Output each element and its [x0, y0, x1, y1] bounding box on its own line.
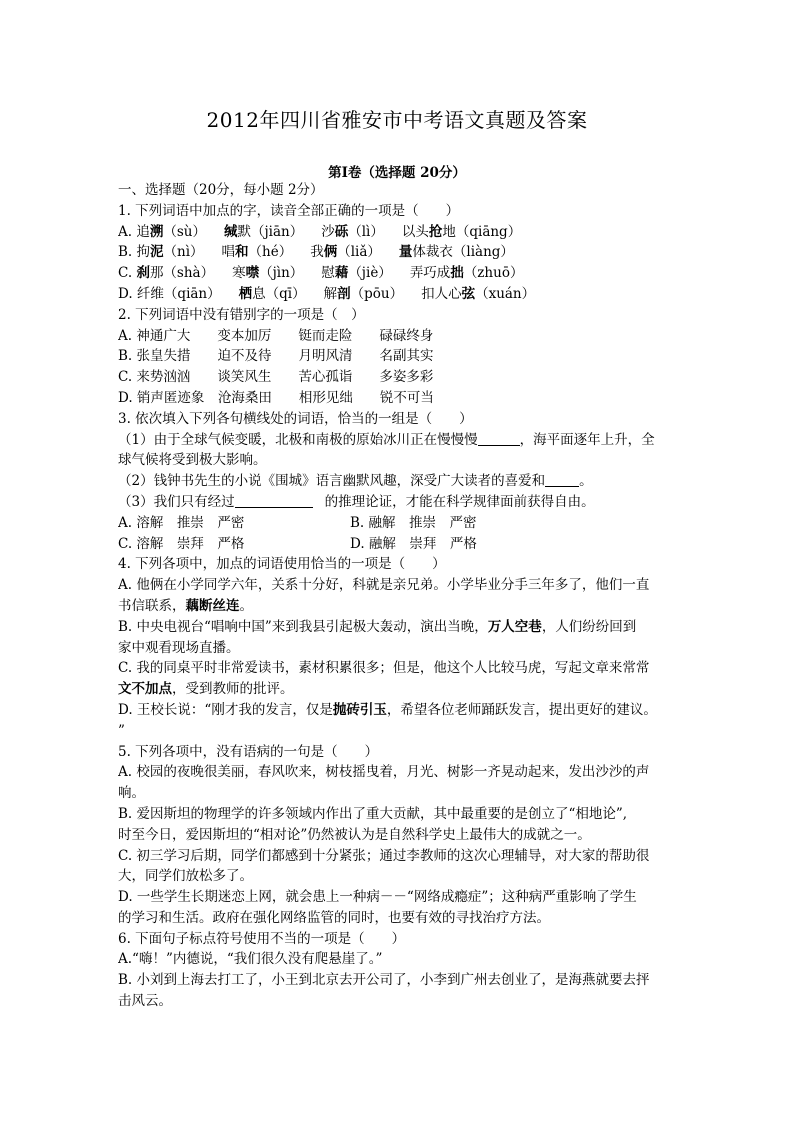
text: （lì）	[348, 223, 384, 240]
text: （liǎ）	[337, 244, 381, 261]
question-5-stem: 5. 下列各项中，没有语病的一句是（ ）	[118, 743, 379, 760]
text: 。	[239, 597, 253, 614]
text: 以头	[401, 223, 429, 240]
text: 解	[323, 285, 338, 302]
question-6-option-b: B. 小刘到上海去打工了，小王到北京去开公司了，小李到广州去创业了，是海燕就要去抨	[118, 972, 650, 989]
dotted-char: 和	[235, 244, 249, 261]
question-4-option-b-cont: 家中观看现场直播。	[118, 639, 240, 656]
question-4-option-a: A. 他俩在小学同学六年，关系十分好，科就是亲兄弟。小学毕业分手三年多了，他们一直	[118, 577, 650, 594]
question-5-option-d: D. 一些学生长期迷恋上网，就会患上一种病－－“网络成瘾症”；这种病严重影响了学生	[118, 889, 637, 906]
question-4-option-d	[118, 700, 684, 721]
question-6-stem: 6. 下面句子标点符号使用不当的一项是（ ）	[118, 930, 406, 947]
question-4-option-b	[118, 617, 684, 638]
question-2-option-a: A. 神通广大 变本加厉 铤而走险 碌碌终身	[118, 327, 434, 344]
dotted-char: 拙	[450, 265, 464, 282]
question-4-option-a-cont	[118, 596, 684, 617]
question-3-stem: 3. 依次填入下列各句横线处的词语，恰当的一组是（ ）	[118, 410, 473, 427]
dotted-char: 量	[398, 244, 413, 261]
question-5-option-d-cont: 的学习和生活。政府在强化网络监管的同时，也要有效的寻找治疗方法。	[118, 909, 550, 926]
dotted-char: 栖	[238, 285, 253, 302]
question-3-options-cd	[118, 534, 684, 555]
text: 那（shà）	[149, 265, 215, 282]
dotted-char: 剖	[337, 285, 351, 302]
question-5-option-b-cont: 时至今日，爱因斯坦的“相对论”仍然被认为是自然科学史上最伟大的成就之一。	[118, 826, 591, 843]
text: （3）我们只有经过	[118, 493, 235, 510]
question-1-option-b	[118, 242, 684, 263]
question-4-option-c-cont	[118, 679, 684, 700]
document-title: 2012年四川省雅安市中考语文真题及答案	[206, 108, 588, 132]
text: B. 拘	[118, 244, 151, 261]
text: 我	[310, 244, 324, 261]
text: 。	[579, 473, 593, 490]
question-3-options-ab	[118, 513, 684, 534]
fill-blank	[545, 472, 579, 487]
question-6-option-b-cont: 击风云。	[118, 993, 172, 1010]
question-1-stem: 1. 下列词语中加点的字，读音全部正确的一项是（ ）	[118, 202, 460, 219]
text: （hé）	[248, 244, 293, 261]
dotted-phrase: 万人空巷	[487, 618, 542, 635]
question-1-option-c	[118, 263, 684, 284]
question-4-option-c: C. 我的同桌平时非常爱读书，素材积累很多；但是，他这个人比较马虎，写起文章来常常	[118, 660, 650, 677]
text: C.	[118, 265, 137, 282]
question-5-option-c-cont: 大，同学们放松多了。	[118, 868, 253, 885]
dotted-char: 抢	[428, 223, 443, 240]
question-6-option-a: A.“嗨！”内德说，“我们很久没有爬悬崖了。”	[118, 951, 383, 968]
fill-blank	[235, 493, 313, 508]
dotted-char: 砾	[334, 223, 349, 240]
text: （1）由于全球气候变暖，北极和南极的原始冰川正在慢慢慢	[118, 431, 478, 448]
question-5-option-c: C. 初三学习后期，同学们都感到十分紧张；通过李教师的这次心理辅导，对大家的帮助很	[118, 847, 650, 864]
text: 沙	[321, 223, 335, 240]
question-3-sentence-3	[118, 492, 684, 513]
text: B. 中央电视台“唱响中国”来到我县引起极大轰动，演出当晚，	[118, 618, 488, 635]
question-5-option-b: B. 爱因斯坦的物理学的许多领域内作出了重大贡献，其中最重要的是创立了“相地论”,	[118, 805, 628, 822]
section-heading: 一、选择题（20分，每小题 2分）	[118, 182, 324, 198]
question-3-option-a: A. 溶解 推崇 严密	[118, 514, 245, 531]
text: （zhuō）	[463, 265, 524, 282]
question-1-option-d	[118, 284, 684, 305]
text: 体裁衣（liàng）	[412, 244, 514, 261]
question-1-option-a	[118, 222, 684, 243]
question-3-sentence-1-cont: 球气候将受到极大影响。	[118, 452, 267, 469]
question-3-option-d: D. 融解 崇拜 严格	[350, 535, 477, 552]
text: （jìn）	[259, 265, 304, 282]
text: ，希望各位老师踊跃发言，提出更好的建议。	[386, 701, 657, 718]
text: D. 纤维（qiān）	[118, 285, 221, 302]
question-2-option-c: C. 来势汹汹 谈笑风生 苦心孤诣 多姿多彩	[118, 369, 434, 386]
fill-blank	[478, 431, 520, 446]
text: 书信联系，	[118, 597, 186, 614]
text: ，人们纷纷回到	[541, 618, 637, 635]
question-2-option-d: D. 销声匿迹象 沧海桑田 相形见绌 锐不可当	[118, 389, 434, 406]
exam-body	[118, 180, 684, 1012]
dotted-phrase: 抛砖引玉	[332, 701, 387, 718]
text: 慰	[321, 265, 335, 282]
dotted-phrase: 藕断丝连	[185, 597, 240, 614]
dotted-char: 俩	[323, 244, 338, 261]
question-3-sentence-2	[118, 471, 684, 492]
text: D. 王校长说：“刚才我的发言，仅是	[118, 701, 333, 718]
text: （xuán）	[475, 285, 536, 302]
question-3-option-b: B. 融解 推崇 严密	[350, 514, 477, 531]
text: A. 追	[118, 223, 150, 240]
text: 弄巧成	[409, 265, 451, 282]
text: ，受到教师的批评。	[172, 681, 294, 698]
text: 默（jiān）	[237, 223, 304, 240]
question-5-option-a: A. 校园的夜晚很美丽，春风吹来，树枝摇曳着，月光、树影一齐晃动起来，发出沙沙的声	[118, 764, 650, 781]
dotted-char: 弦	[461, 285, 476, 302]
text: （sù）	[163, 223, 206, 240]
part-heading: 第Ⅰ卷（选择题 20分）	[328, 165, 466, 181]
text: 扣人心	[421, 285, 462, 302]
question-2-stem: 2. 下列词语中没有错别字的一项是（ ）	[118, 306, 365, 323]
dotted-char: 噤	[245, 265, 260, 282]
text: （pōu）	[350, 285, 404, 302]
text: （jiè）	[348, 265, 392, 282]
question-4-option-d-cont: ”	[118, 722, 125, 739]
text: （2）钱钟书先生的小说《围城》语言幽默风趣，深受广大读者的喜爱和	[118, 473, 546, 490]
question-5-option-a-cont: 响。	[118, 785, 145, 802]
dotted-char: 溯	[149, 223, 164, 240]
question-3-sentence-1	[118, 430, 684, 451]
text: 唱	[221, 244, 236, 261]
dotted-char: 藉	[334, 265, 349, 282]
text: 息（qī）	[252, 285, 306, 302]
dotted-phrase: 文不加点	[118, 681, 172, 698]
dotted-char: 泥	[150, 244, 164, 261]
text: 的推理论证，才能在科学规律面前获得自由。	[324, 493, 595, 510]
text: 地（qiāng）	[442, 223, 522, 240]
question-2-option-b: B. 张皇失措 迫不及待 月明风清 名副其实	[118, 348, 434, 365]
text: （nì）	[163, 244, 204, 261]
question-3-option-c: C. 溶解 崇拜 严格	[118, 535, 245, 552]
dotted-char: 刹	[136, 265, 150, 282]
text: 寒	[232, 265, 246, 282]
question-4-stem: 4. 下列各项中，加点的词语使用恰当的一项是（ ）	[118, 556, 446, 573]
text: ，海平面逐年上升，全	[519, 431, 655, 448]
dotted-char: 缄	[223, 223, 238, 240]
